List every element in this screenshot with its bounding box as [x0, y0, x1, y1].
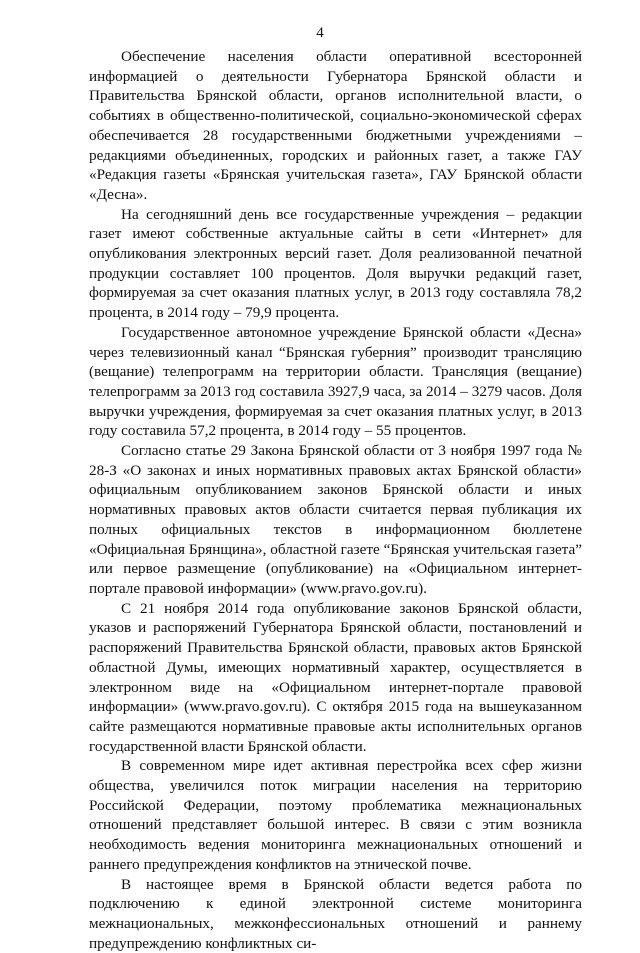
paragraph-desna-broadcasting: Государственное автономное учреждение Брянской области «Десна» через телевизионный канал “Брянская губерния” производит трансляцию (вещание) телепрограмм на территории области. Трансляция (вещание) телепрограмм за 2013 год составила 3927,9 часа, за 2014 – 3279 часов. Доля выручки учреждения, формируемая за счет оказания платных услуг, в 2013 году составила 57,2 процента, в 2014 году – 55 процентов. — [89, 323, 582, 440]
paragraph-interethnic-relations: В современном мире идет активная перестройка всех сфер жизни общества, увеличился поток миграции населения на территорию Российской Федерации, поэтому проблематика межнациональных отношений представляет большой интерес. В связи с этим возникла необходимость ведения мониторинга межнациональных отношений и раннего предупреждения конфликтов на этнической почве. — [89, 757, 582, 873]
paragraph-electronic-publication: С 21 ноября 2014 года опубликование законов Брянской области, указов и распоряжений Губернатора Брянской области, постановлений и распоряжений Правительства Брянской области, правовых актов Брянской областной Думы, имеющих нормативный характер, осуществляется в электронном виде на «Официальном интернет-портале правовой информации» (www.pravo.gov.ru). С октября 2015 года на вышеуказанном сайте размещаются нормативные правовые акты исполнительных органов государственной власти Брянской области. — [89, 599, 582, 755]
paragraph-monitoring-system: В настоящее время в Брянской области ведется работа по подключению к единой электронной системе мониторинга межнациональных, межконфессиональных отношений и раннему предупреждению конфликтных си- — [89, 875, 582, 952]
document-body — [89, 47, 582, 953]
paragraph-newspaper-websites: На сегодняшний день все государственные учреждения – редакции газет имеют собственные актуальные сайты в сети «Интернет» для опубликования электронных версий газет. Доля реализованной печатной продукции составляет 100 процентов. Доля выручки редакций газет, формируемая за счет оказания платных услуг, в 2013 году составляла 78,2 процента, в 2014 году – 79,9 процента. — [89, 205, 582, 322]
paragraph-information-provision: Обеспечение населения области оперативной всесторонней информацией о деятельности Губернатора Брянской области и Правительства Брянской области, органов исполнительной власти, о событиях в общественно-политической, социально-экономической сферах обеспечивается 28 государственными бюджетными учреждениями – редакциями объединенных, городских и районных газет, а также ГАУ «Редакция газеты «Брянская учительская газета», ГАУ Брянской области «Десна». — [89, 48, 582, 203]
paragraph-official-publication: Согласно статье 29 Закона Брянской области от 3 ноября 1997 года № 28-З «О законах и иных нормативных правовых актах Брянской области» официальным опубликованием законов Брянской области и иных нормативных правовых актов области считается первая публикация их полных официальных текстов в информационном бюллетене «Официальная Брянщина», областной газете “Брянская учительская газета” или первое размещение (опубликование) на «Официальном интернет-портале правовой информации» (www.pravo.gov.ru). — [89, 442, 582, 597]
page-number: 4 — [316, 25, 324, 41]
